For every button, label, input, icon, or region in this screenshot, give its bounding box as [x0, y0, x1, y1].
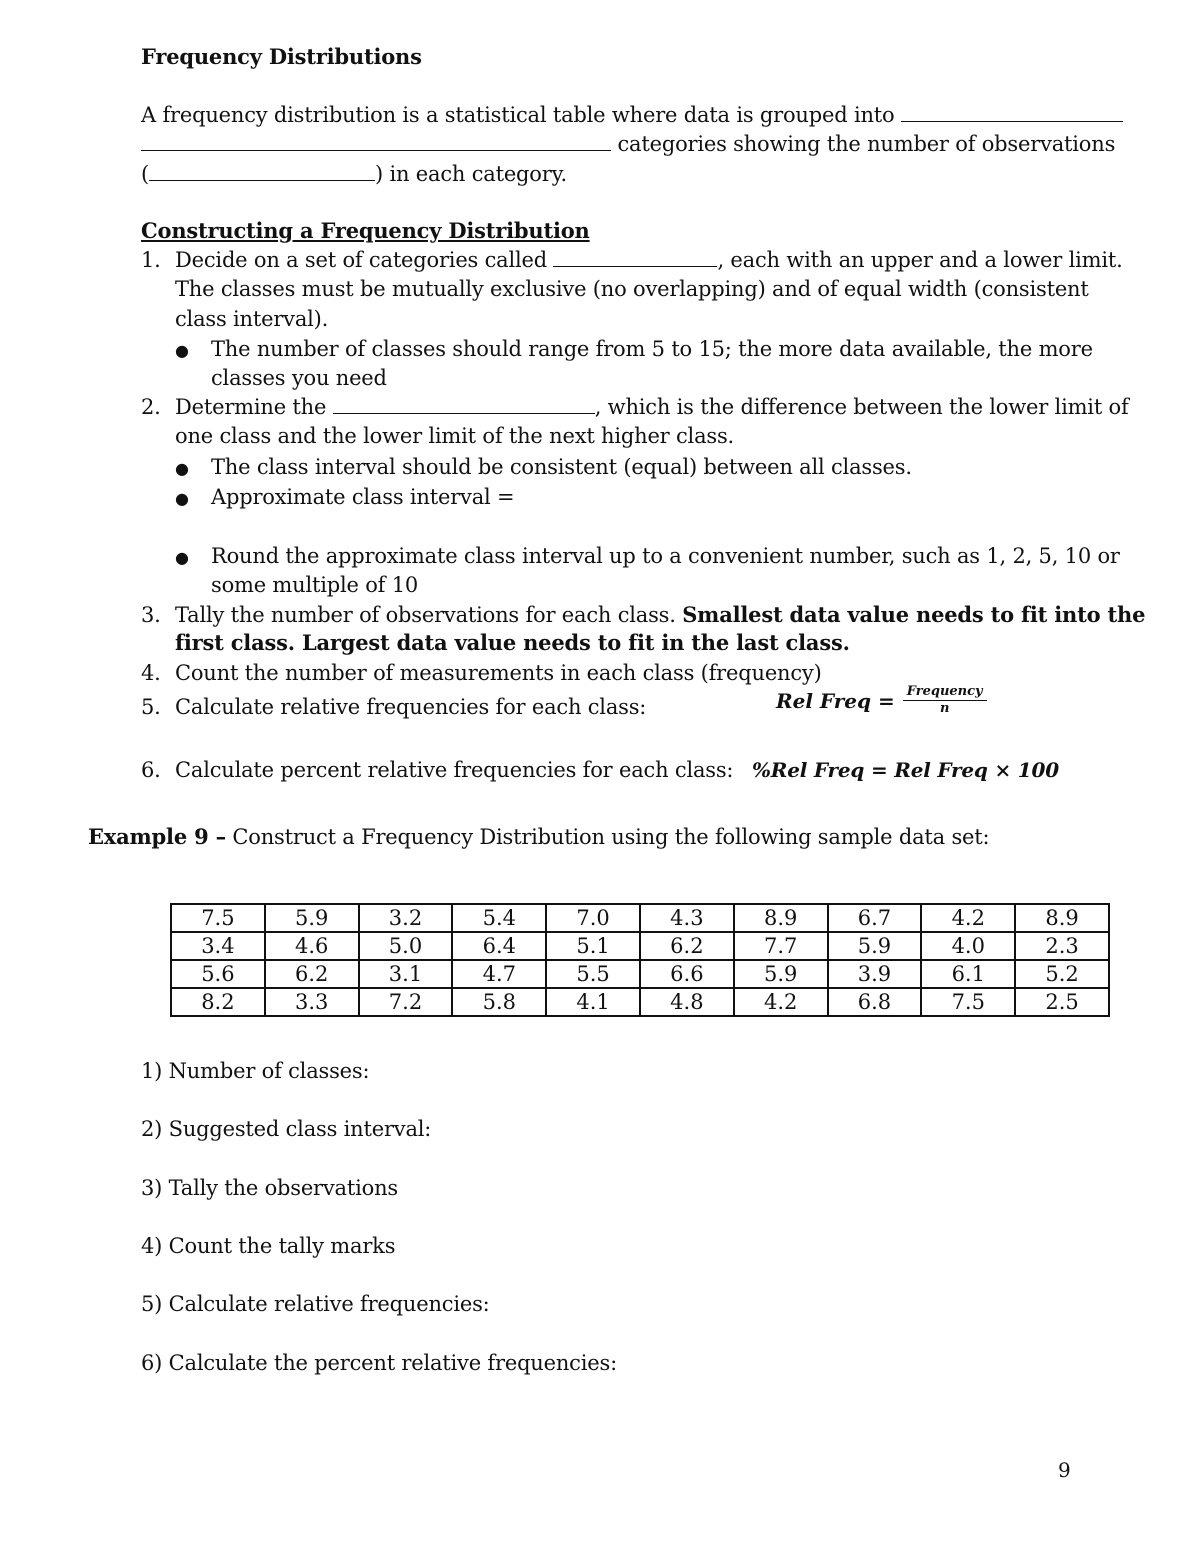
fraction-numerator: Frequency	[903, 684, 987, 701]
fraction-denominator: n	[939, 701, 950, 716]
table-cell: 4.7	[452, 960, 546, 988]
question-3: 3) Tally the observations	[141, 1176, 398, 1200]
intro-text-3: ) in each category.	[375, 162, 567, 186]
step-3	[141, 600, 1145, 630]
step-4	[141, 658, 822, 688]
question-5: 5) Calculate relative frequencies:	[141, 1292, 490, 1316]
table-cell: 8.2	[171, 988, 265, 1016]
table-cell: 5.9	[828, 932, 922, 960]
step-2-bullet-3	[175, 541, 1120, 573]
intro-line-2	[141, 129, 1115, 159]
step-number: 4.	[141, 661, 161, 685]
step-3-line-2	[175, 628, 850, 658]
formula-fraction	[903, 684, 987, 717]
step-2-bullet-2	[175, 482, 514, 514]
table-row	[171, 932, 1109, 960]
question-1: 1) Number of classes:	[141, 1059, 370, 1083]
table-cell: 3.3	[265, 988, 359, 1016]
intro-text-2: categories showing the number of observations	[617, 132, 1116, 156]
bullet-icon: ●	[175, 341, 189, 360]
intro-text-1: A frequency distribution is a statistical table where data is grouped into	[141, 103, 895, 127]
table-cell: 7.2	[359, 988, 453, 1016]
question-6: 6) Calculate the percent relative frequencies:	[141, 1351, 617, 1375]
question-2: 2) Suggested class interval:	[141, 1117, 432, 1141]
step-3-text: Tally the number of observations for each class.	[175, 603, 676, 627]
table-cell: 2.5	[1015, 988, 1109, 1016]
table-cell: 4.6	[265, 932, 359, 960]
table-cell: 3.2	[359, 904, 453, 932]
table-cell: 4.3	[640, 904, 734, 932]
table-cell: 4.2	[921, 904, 1015, 932]
bullet-text: The class interval should be consistent (equal) between all classes.	[211, 455, 912, 479]
step-2-bullet-3-cont: some multiple of 10	[211, 573, 419, 597]
table-cell: 4.1	[546, 988, 640, 1016]
bullet-text: Approximate class interval =	[211, 485, 515, 509]
bullet-icon: ●	[175, 548, 189, 567]
step-1-line-2: The classes must be mutually exclusive (no overlapping) and of equal width (consistent	[175, 277, 1089, 301]
step-2-text-b: , which is the difference between the lower limit of	[594, 395, 1129, 419]
step-1	[141, 245, 1123, 275]
table-cell: 7.5	[921, 988, 1015, 1016]
table-row	[171, 988, 1109, 1016]
page-number: 9	[1058, 1458, 1071, 1482]
paren-open: (	[141, 162, 149, 186]
bullet-text: Round the approximate class interval up to a convenient number, such as 1, 2, 5, 10 or	[211, 544, 1120, 568]
step-number: 1.	[141, 248, 161, 272]
step-2-text-a: Determine the	[175, 395, 327, 419]
step-2-bullet-1	[175, 452, 912, 484]
step-1-bullet-cont: classes you need	[211, 366, 387, 390]
table-cell: 5.9	[265, 904, 359, 932]
table-cell: 5.2	[1015, 960, 1109, 988]
table-cell: 6.2	[640, 932, 734, 960]
table-cell: 5.1	[546, 932, 640, 960]
table-cell: 8.9	[734, 904, 828, 932]
step-3-bold-1: Smallest data value needs to fit into the	[682, 602, 1146, 627]
step-1-text-a: Decide on a set of categories called	[175, 248, 547, 272]
table-cell: 4.8	[640, 988, 734, 1016]
question-4: 4) Count the tally marks	[141, 1234, 396, 1258]
table-cell: 3.4	[171, 932, 265, 960]
percent-rel-freq-formula: %Rel Freq = Rel Freq × 100	[752, 758, 1059, 782]
table-cell: 8.9	[1015, 904, 1109, 932]
table-cell: 6.2	[265, 960, 359, 988]
bullet-icon: ●	[175, 489, 189, 508]
step-1-line-3: class interval).	[175, 307, 329, 331]
table-cell: 5.8	[452, 988, 546, 1016]
table-cell: 7.7	[734, 932, 828, 960]
step-4-text: Count the number of measurements in each class (frequency)	[175, 661, 822, 685]
table-cell: 5.5	[546, 960, 640, 988]
step-number: 2.	[141, 395, 161, 419]
fill-blank-2[interactable]	[141, 130, 611, 151]
sample-data-table	[170, 903, 1110, 1017]
step-2	[141, 392, 1129, 422]
table-cell: 6.1	[921, 960, 1015, 988]
table-cell: 4.0	[921, 932, 1015, 960]
table-body	[171, 904, 1109, 1016]
table-cell: 5.4	[452, 904, 546, 932]
table-cell: 6.6	[640, 960, 734, 988]
step-1-text-b: , each with an upper and a lower limit.	[717, 248, 1123, 272]
table-cell: 4.2	[734, 988, 828, 1016]
step-1-bullet	[175, 334, 1093, 366]
fill-blank-1[interactable]	[901, 101, 1123, 122]
step-number: 6.	[141, 758, 161, 782]
step-2-line-2: one class and the lower limit of the next higher class.	[175, 424, 735, 448]
table-cell: 5.9	[734, 960, 828, 988]
example-text: Construct a Frequency Distribution using the following sample data set:	[232, 825, 990, 849]
step-5-text: Calculate relative frequencies for each class:	[175, 695, 647, 719]
section-title: Constructing a Frequency Distribution	[141, 218, 590, 243]
table-row	[171, 904, 1109, 932]
step-6	[141, 755, 733, 785]
table-cell: 3.1	[359, 960, 453, 988]
table-row	[171, 960, 1109, 988]
fill-blank-classes[interactable]	[553, 246, 717, 267]
intro-line-3	[141, 159, 567, 189]
table-cell: 5.0	[359, 932, 453, 960]
bullet-icon: ●	[175, 459, 189, 478]
page-title: Frequency Distributions	[141, 44, 422, 69]
table-cell: 6.7	[828, 904, 922, 932]
table-cell: 6.8	[828, 988, 922, 1016]
fill-blank-interval[interactable]	[333, 393, 595, 414]
step-6-text: Calculate percent relative frequencies for each class:	[175, 758, 734, 782]
formula-lhs: Rel Freq =	[776, 688, 895, 713]
table-cell: 7.5	[171, 904, 265, 932]
step-3-bold-2: first class. Largest data value needs to fit in the last class.	[175, 630, 850, 655]
table-cell: 5.6	[171, 960, 265, 988]
example-label: Example 9 –	[88, 824, 226, 849]
step-number: 3.	[141, 603, 161, 627]
intro-line-1	[141, 100, 1123, 130]
table-cell: 3.9	[828, 960, 922, 988]
example-heading	[88, 822, 989, 852]
fill-blank-3[interactable]	[149, 160, 375, 181]
table-cell: 7.0	[546, 904, 640, 932]
table-cell: 6.4	[452, 932, 546, 960]
table-cell: 2.3	[1015, 932, 1109, 960]
bullet-text: The number of classes should range from 5 to 15; the more data available, the more	[211, 337, 1093, 361]
step-5	[141, 692, 646, 722]
step-number: 5.	[141, 695, 161, 719]
rel-freq-formula	[776, 684, 987, 717]
